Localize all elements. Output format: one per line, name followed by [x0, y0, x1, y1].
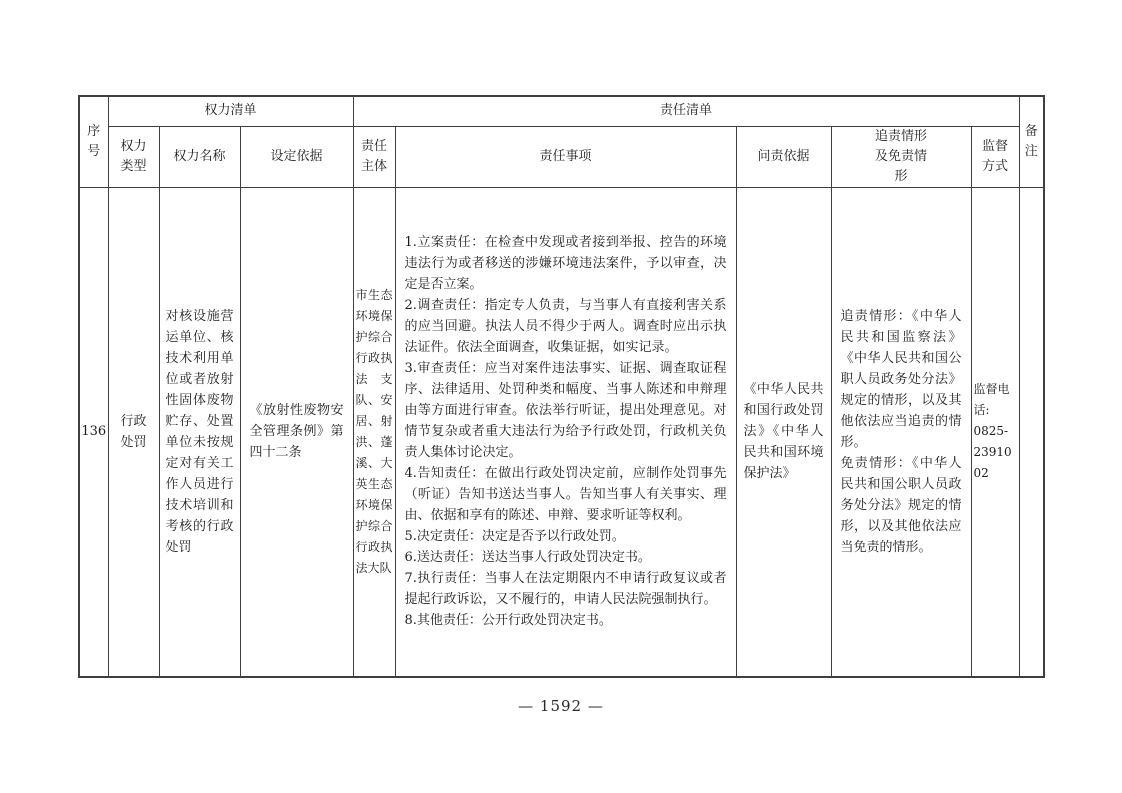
header-responsibility-list-group: [353, 96, 1019, 126]
header-responsibility-list-label: 责任清单: [660, 103, 713, 119]
duty-item-7: 7.执行责任：当事人在法定期限内不申请行政复议或者提起行政诉讼，又不履行的，申请人民法院强制执行。: [404, 571, 727, 608]
header-remarks: [1019, 96, 1044, 187]
header-remarks-label: 备注: [1024, 123, 1038, 159]
header-responsibility-items-label: 责任事项: [539, 148, 592, 164]
header-accountability-basis-label: 问责依据: [757, 148, 810, 164]
responsible-entity-value: 市生态环境保护综合行政执法支队、安居、射洪、蓬溪、大英生态环境保护综合行政执法大队: [355, 287, 393, 575]
exemption-situations: 免责情形：《中华人民共和国公职人员政务处分法》规定的情形，以及其他依法应当免责的情形。: [840, 455, 962, 555]
header-responsibility-items: [395, 126, 736, 187]
cell-responsible-entity: [353, 187, 395, 677]
header-power-list-label: 权力清单: [204, 103, 257, 119]
header-power-name-label: 权力名称: [173, 148, 226, 164]
header-responsible-entity: [353, 126, 395, 187]
table-group-header-row: [79, 96, 1044, 126]
header-supervision-method-label: 监督方式: [982, 138, 1009, 174]
cell-remarks: [1019, 187, 1044, 677]
header-responsible-entity-label: 责任主体: [361, 138, 388, 174]
header-power-name: [159, 126, 240, 187]
table-sub-header-row: [79, 126, 1044, 187]
accountability-basis-value: 《中华人民共和国行政处罚法》《中华人民共和国环境保护法》: [743, 382, 824, 482]
cell-power-name: [159, 187, 240, 677]
legal-basis-value: 《放射性废物安全管理条例》第四十二条: [249, 403, 344, 461]
accountability-situations: 追责情形：《中华人民共和国监察法》《中华人民共和国公职人员政务处分法》规定的情形，以及其他依法应当追责的情形。: [840, 308, 962, 450]
duty-item-1: 1.立案责任：在检查中发现或者接到举报、控告的环境违法行为或者移送的涉嫌环境违法案件，予以审查，决定是否立案。: [404, 235, 727, 293]
serial-number-value: 136: [81, 424, 107, 440]
power-responsibility-table: [78, 95, 1045, 678]
table-data-row: [79, 187, 1044, 677]
cell-accountability-basis: [736, 187, 831, 677]
page-number: — 1592 —: [518, 697, 604, 715]
header-power-type-label: 权力类型: [120, 138, 147, 174]
header-supervision-method: [971, 126, 1019, 187]
duty-item-8: 8.其他责任：公开行政处罚决定书。: [404, 613, 612, 629]
header-accountability-exemption-label: 追责情形及免责情形: [875, 128, 928, 184]
header-accountability-basis: [736, 126, 831, 187]
power-name-value: 对核设施营运单位、核技术利用单位或者放射性固体废物贮存、处置单位未按规定对有关工作人员进行技术培训和考核的行政处罚: [165, 308, 234, 555]
duty-item-6: 6.送达责任：送达当事人行政处罚决定书。: [404, 550, 651, 566]
header-power-list-group: [108, 96, 353, 126]
supervision-phone-label: 监督电话:: [973, 382, 1010, 418]
cell-legal-basis: [240, 187, 353, 677]
header-power-type: [108, 126, 159, 187]
duty-item-3: 3.审查责任：应当对案件违法事实、证据、调查取证程序、法律适用、处罚种类和幅度、当事人陈述和申辩理由等方面进行审查。依法举行听证，提出处理意见。对情节复杂或者重大违法行为给予行政处罚，行政机关负责人集体讨论决定。: [404, 361, 727, 461]
header-serial-number: [79, 96, 108, 187]
power-type-value: 行政处罚: [120, 413, 147, 450]
duty-item-4: 4.告知责任：在做出行政处罚决定前，应制作处罚事先（听证）告知书送达当事人。告知当事人有关事实、理由、依据和享有的陈述、申辩、要求听证等权利。: [404, 466, 727, 524]
duty-item-2: 2.调查责任：指定专人负责，与当事人有直接利害关系的应当回避。执法人员不得少于两人。调查时应出示执法证件。依法全面调查，收集证据，如实记录。: [404, 298, 727, 356]
header-serial-number-label: 序号: [87, 123, 101, 159]
duty-item-5: 5.决定责任：决定是否予以行政处罚。: [404, 529, 625, 545]
cell-supervision-method: [971, 187, 1019, 677]
cell-accountability-exemption: [831, 187, 971, 677]
header-accountability-exemption: [831, 126, 971, 187]
cell-responsibility-items: [395, 187, 736, 677]
header-legal-basis: [240, 126, 353, 187]
supervision-phone-number: 0825-2391002: [973, 424, 1012, 481]
cell-serial-number: [79, 187, 108, 677]
header-legal-basis-label: 设定依据: [270, 148, 323, 164]
cell-power-type: [108, 187, 159, 677]
